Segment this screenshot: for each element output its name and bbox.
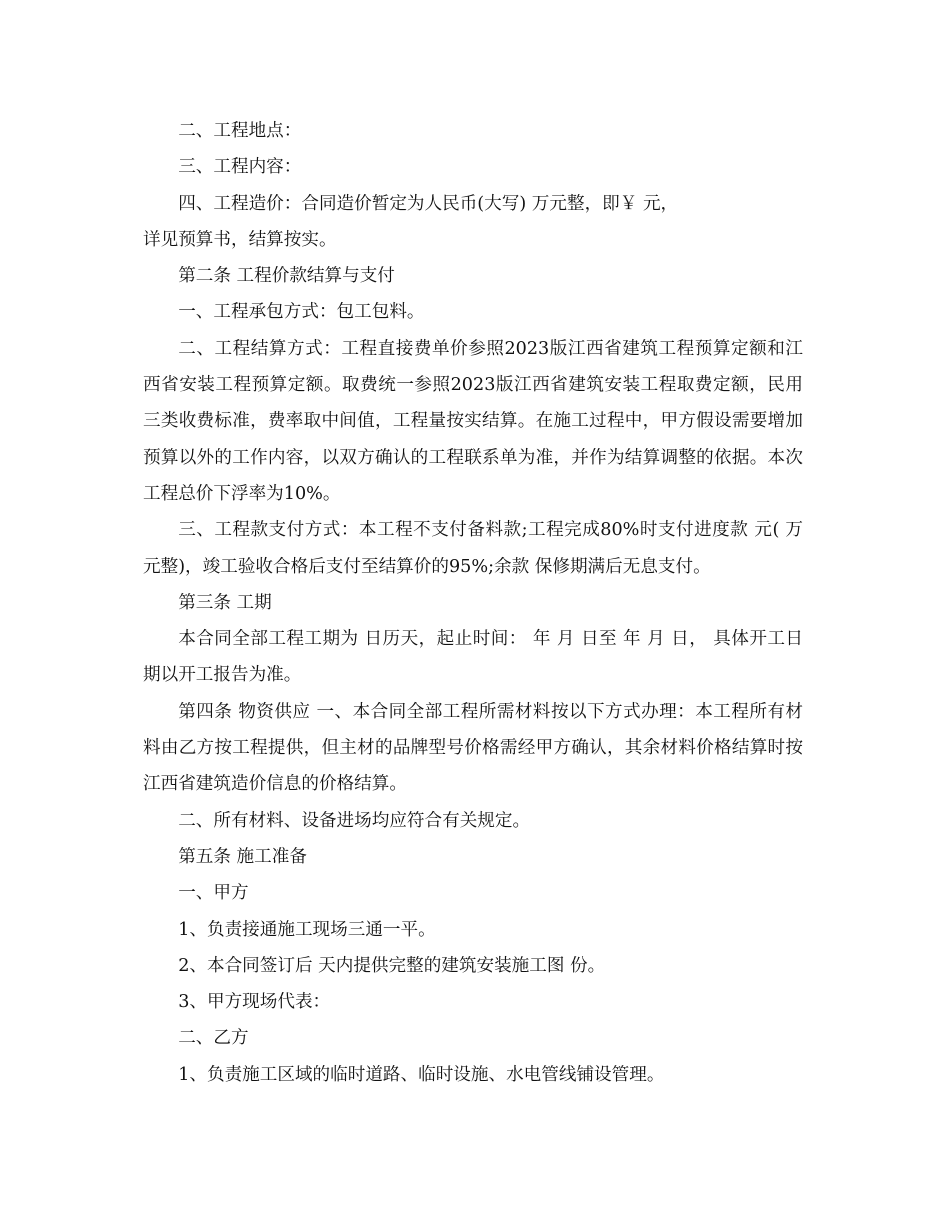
- article-4-materials: 第四条 物资供应 一、本合同全部工程所需材料按以下方式办理：本工程所有材料由乙方按工程提供，但主材的品牌型号价格需经甲方确认，其余材料价格结算时按江西省建筑造价信息的价格结算。: [143, 701, 803, 795]
- clause-project-content: 三、工程内容：: [178, 157, 302, 178]
- article-3-heading: 第三条 工期: [178, 592, 272, 613]
- clause-project-cost: 四、工程造价：合同造价暂定为人民币(大写) 万元整，即￥ 元，: [178, 193, 679, 214]
- clause-contracting-method: 一、工程承包方式：包工包料。: [178, 302, 425, 323]
- clause-settlement-method: 二、工程结算方式：工程直接费单价参照2023版江西省建筑工程预算定额和江西省安装工程预算定额。取费统一参照2023版江西省建筑安装工程取费定额，民用三类收费标准，费率取中间值，工程量按实结算。在施工过程中，甲方假设需要增加预算以外的工作内容，以双方确认的工程联系单为准，并作为结算调整的依据。本次工程总价下浮率为10%。: [143, 338, 803, 504]
- clause-materials-compliance: 二、所有材料、设备进场均应符合有关规定。: [178, 810, 531, 831]
- clause-payment-method: 三、工程款支付方式：本工程不支付备料款;工程完成80%时支付进度款 元( 万元整)，竣工验收合格后支付至结算价的95%;余款 保修期满后无息支付。: [143, 520, 803, 577]
- party-b-item-1: 1、负责施工区域的临时道路、临时设施、水电管线铺设管理。: [178, 1064, 665, 1085]
- article-2-heading: 第二条 工程价款结算与支付: [178, 266, 395, 287]
- clause-project-cost-continued: 详见预算书，结算按实。: [143, 229, 337, 250]
- party-a-item-2: 2、本合同签订后 天内提供完整的建筑安装施工图 份。: [178, 955, 606, 976]
- party-a-heading: 一、甲方: [178, 883, 249, 904]
- clause-project-location: 二、工程地点：: [178, 121, 302, 141]
- document-body: [143, 113, 803, 1093]
- clause-duration: 本合同全部工程工期为 日历天，起止时间： 年 月 日至 年 月 日， 具体开工日期以开工报告为准。: [143, 629, 803, 686]
- article-5-heading: 第五条 施工准备: [178, 846, 307, 867]
- party-b-heading: 二、乙方: [178, 1028, 249, 1049]
- party-a-item-3: 3、甲方现场代表：: [178, 992, 331, 1013]
- party-a-item-1: 1、负责接通施工现场三通一平。: [178, 919, 436, 940]
